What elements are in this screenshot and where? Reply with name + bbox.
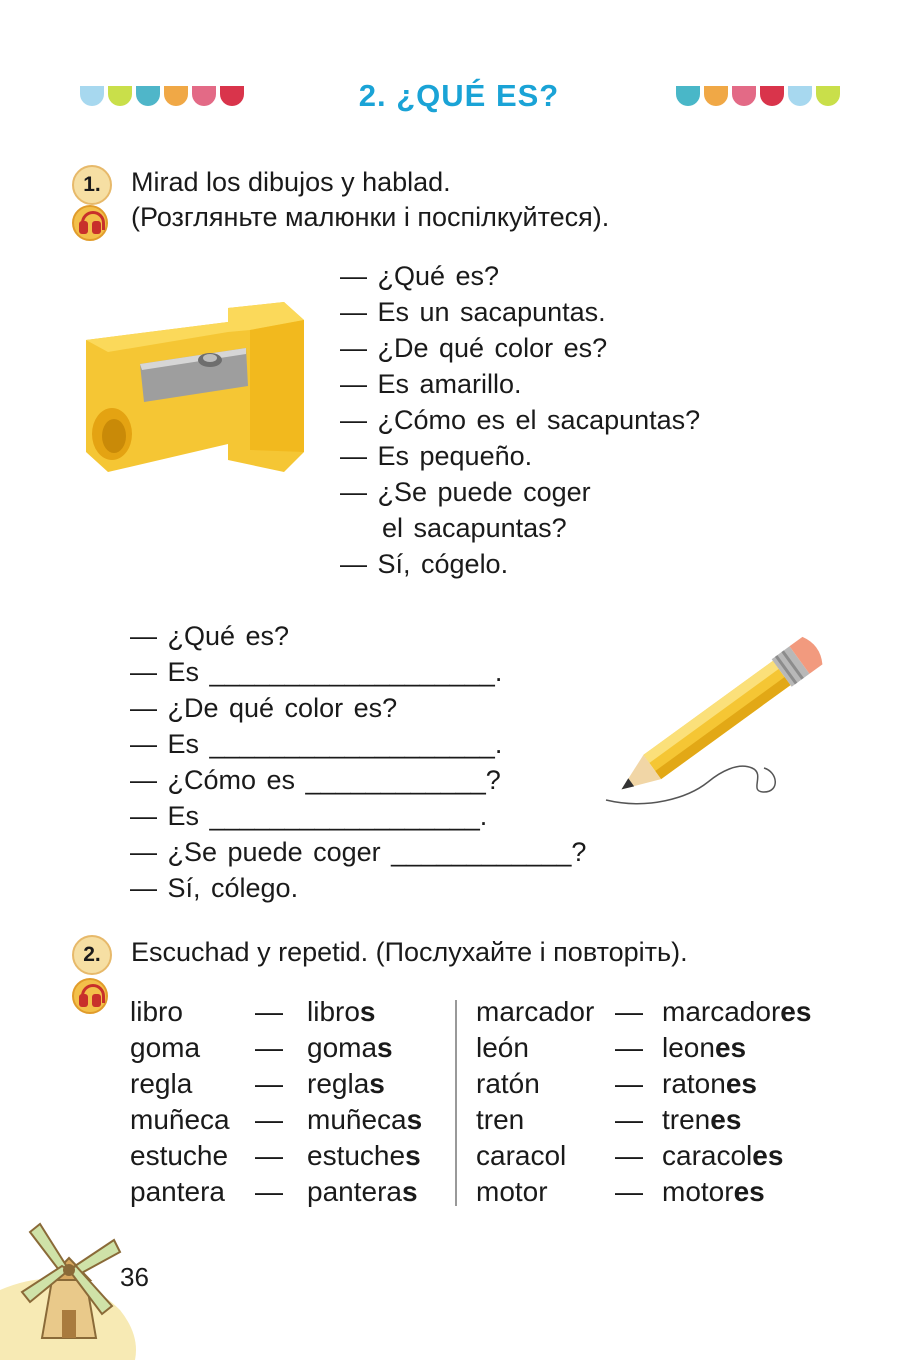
- plural-ending: s: [369, 1068, 385, 1099]
- plural-ending: es: [710, 1104, 742, 1135]
- word-singular: ratón: [476, 1068, 540, 1099]
- dialog-2-line: — ¿Se puede coger ____________?: [130, 837, 587, 867]
- headphones-icon: [72, 205, 108, 241]
- plural-ending: es: [714, 1032, 747, 1063]
- plural-ending: s: [377, 1032, 393, 1063]
- plural-stem: goma: [307, 1032, 378, 1063]
- singular-list-left: [130, 994, 230, 1210]
- plural-stem: marcador: [662, 996, 781, 1027]
- dialog-1-line: — Es un sacapuntas.: [340, 297, 606, 327]
- dash: —: [255, 1032, 283, 1063]
- word-plural: [307, 1030, 422, 1066]
- dash: —: [255, 996, 283, 1027]
- dialog-2-line: — Es __________________.: [130, 801, 488, 831]
- page-title: 2. ¿QUÉ ES?: [358, 78, 560, 113]
- dash: —: [255, 1176, 283, 1207]
- plural-stem: pantera: [307, 1176, 402, 1207]
- dialog-1-line: — Es pequeño.: [340, 441, 533, 471]
- plural-ending: s: [406, 1104, 423, 1135]
- dialog-1-line: — ¿Qué es?: [340, 261, 500, 291]
- word-plural: [307, 1174, 422, 1210]
- dash-column-left: [255, 994, 283, 1210]
- plural-stem: tren: [662, 1104, 711, 1135]
- word-singular: motor: [476, 1176, 548, 1207]
- dialog-1: [340, 258, 700, 582]
- word-plural: [662, 1066, 811, 1102]
- plural-ending: s: [405, 1140, 421, 1171]
- word-plural: [662, 1030, 811, 1066]
- sharpener-illustration: [78, 302, 306, 480]
- page-number: 36: [120, 1262, 149, 1292]
- plural-list-right: [662, 994, 811, 1210]
- word-singular: regla: [130, 1068, 193, 1099]
- dialog-2-line: — ¿Qué es?: [130, 621, 290, 651]
- dash: —: [255, 1104, 283, 1135]
- pencil-illustration: [588, 622, 848, 814]
- plural-stem: muñeca: [307, 1104, 407, 1135]
- dialog-1-line: — Sí, cógelo.: [340, 549, 509, 579]
- word-singular: estuche: [130, 1140, 229, 1171]
- dash: —: [615, 1140, 643, 1171]
- dialog-1-line: — ¿Cómo es el sacapuntas?: [340, 405, 701, 435]
- word-singular: muñeca: [130, 1104, 230, 1135]
- plural-stem: motor: [662, 1176, 734, 1207]
- column-divider: [455, 1000, 457, 1206]
- word-singular: libro: [130, 996, 183, 1027]
- plural-stem: estuche: [307, 1140, 406, 1171]
- singular-list-right: [476, 994, 594, 1210]
- word-singular: león: [476, 1032, 529, 1063]
- word-plural: [307, 1102, 422, 1138]
- plural-stem: libro: [307, 996, 360, 1027]
- word-singular: goma: [130, 1032, 201, 1063]
- dialog-2-line: — Sí, cólego.: [130, 873, 299, 903]
- exercise-1-number: 1.: [72, 165, 112, 205]
- word-plural: [307, 1138, 422, 1174]
- exercise-2-number: 2.: [72, 935, 112, 975]
- exercise-1-instruction-uk: (Розгляньте малюнки і поспілкуйтеся).: [131, 202, 610, 232]
- dash: —: [615, 1104, 643, 1135]
- word-plural: [662, 1174, 811, 1210]
- dialog-2-line: — Es ___________________.: [130, 729, 503, 759]
- word-plural: [307, 994, 422, 1030]
- dash-column-right: [615, 994, 643, 1210]
- word-singular: marcador: [476, 996, 595, 1027]
- exercise-1-instruction-es: Mirad los dibujos y hablad.: [131, 167, 451, 197]
- dialog-2-line: — ¿De qué color es?: [130, 693, 398, 723]
- plural-ending: s: [401, 1176, 418, 1207]
- plural-ending: es: [780, 996, 812, 1027]
- headphones-icon: [72, 978, 108, 1014]
- dash: —: [615, 996, 643, 1027]
- plural-ending: es: [733, 1176, 765, 1207]
- plural-stem: caracol: [662, 1140, 753, 1171]
- exercise-2-instruction: Escuchad y repetid. (Послухайте і повторіть).: [131, 937, 688, 967]
- plural-stem: regla: [307, 1068, 370, 1099]
- dash: —: [615, 1176, 643, 1207]
- dialog-2-line: — ¿Cómo es ____________?: [130, 765, 501, 795]
- plural-stem: leon: [662, 1032, 715, 1063]
- plural-list-left: [307, 994, 422, 1210]
- word-plural: [662, 1102, 811, 1138]
- dialog-1-line: — ¿De qué color es?: [340, 333, 608, 363]
- word-plural: [662, 1138, 811, 1174]
- dash: —: [255, 1140, 283, 1171]
- dash: —: [255, 1068, 283, 1099]
- dialog-2-line: — Es ___________________.: [130, 657, 503, 687]
- dialog-2: [130, 618, 586, 906]
- plural-ending: es: [752, 1140, 784, 1171]
- dialog-1-line: — ¿Se puede coger: [340, 477, 591, 507]
- plural-ending: es: [725, 1068, 757, 1099]
- plural-ending: s: [359, 996, 376, 1027]
- word-singular: caracol: [476, 1140, 567, 1171]
- dash: —: [615, 1032, 643, 1063]
- word-singular: pantera: [130, 1176, 225, 1207]
- dash: —: [615, 1068, 643, 1099]
- dialog-1-line: — Es amarillo.: [340, 369, 522, 399]
- word-singular: tren: [476, 1104, 525, 1135]
- dialog-1-line: el sacapuntas?: [340, 513, 567, 543]
- word-plural: [662, 994, 811, 1030]
- plural-stem: raton: [662, 1068, 726, 1099]
- word-plural: [307, 1066, 422, 1102]
